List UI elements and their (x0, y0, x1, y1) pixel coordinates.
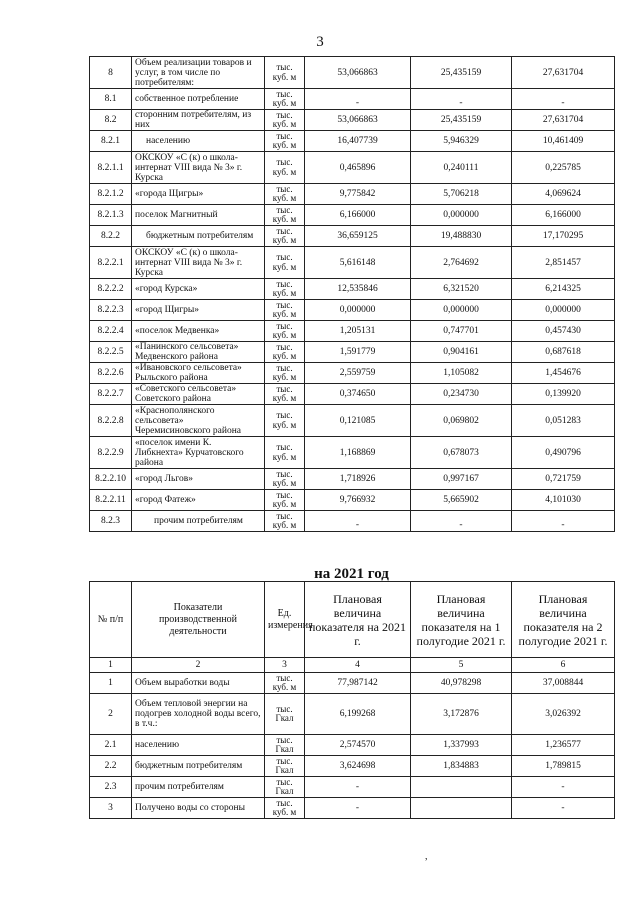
row-value-year: 16,407739 (305, 131, 411, 152)
row-unit: тыс. куб. м (265, 342, 305, 363)
row-value-year: - (305, 798, 411, 819)
row-value-h2: 1,454676 (512, 363, 615, 384)
row-indicator: прочим потребителям (132, 511, 265, 532)
row-unit: тыс. куб. м (265, 57, 305, 89)
table-row (90, 152, 615, 184)
row-value-h1: 0,678073 (411, 437, 512, 469)
row-value-h2: - (512, 511, 615, 532)
row-value-h2: 27,631704 (512, 110, 615, 131)
row-value-h1: - (411, 89, 512, 110)
row-indicator: «Краснополянского сельсовета» Черемисиновского района (132, 405, 265, 437)
table-row (90, 131, 615, 152)
table-row (90, 342, 615, 363)
row-value-h1: 0,904161 (411, 342, 512, 363)
row-number: 8.2.2.3 (90, 300, 132, 321)
row-value-h2: 6,214325 (512, 279, 615, 300)
table-row (90, 300, 615, 321)
row-unit: тыс. куб. м (265, 279, 305, 300)
row-value-year: 2,559759 (305, 363, 411, 384)
column-index: 5 (411, 658, 512, 673)
row-value-h2: 0,721759 (512, 469, 615, 490)
header-plan-h1: Плановая величина показателя на 1 полугодие 2021 г. (411, 582, 512, 658)
row-unit: тыс. куб. м (265, 673, 305, 694)
table-row (90, 247, 615, 279)
row-value-year: - (305, 777, 411, 798)
row-value-year: 5,616148 (305, 247, 411, 279)
row-value-year: 77,987142 (305, 673, 411, 694)
row-value-h2: 1,789815 (512, 756, 615, 777)
row-number: 8.2.1.3 (90, 205, 132, 226)
row-unit: тыс. куб. м (265, 300, 305, 321)
row-value-h1: 5,665902 (411, 490, 512, 511)
table-row (90, 363, 615, 384)
row-indicator: «Ивановского сельсовета» Рыльского района (132, 363, 265, 384)
table-row (90, 184, 615, 205)
row-value-year: 6,166000 (305, 205, 411, 226)
row-value-h1: 3,172876 (411, 694, 512, 735)
row-unit: тыс. куб. м (265, 110, 305, 131)
row-number: 2.1 (90, 735, 132, 756)
row-value-h1: 1,337993 (411, 735, 512, 756)
header-unit: Ед. измерения (265, 582, 305, 658)
row-indicator: Объем выработки воды (132, 673, 265, 694)
header-num: № п/п (90, 582, 132, 658)
row-value-h1: 0,000000 (411, 300, 512, 321)
row-unit: тыс. куб. м (265, 321, 305, 342)
row-number: 8.2.2.11 (90, 490, 132, 511)
table-header-row (90, 582, 615, 658)
row-value-h1 (411, 798, 512, 819)
row-unit: тыс. куб. м (265, 363, 305, 384)
table-row (90, 469, 615, 490)
row-unit: тыс. куб. м (265, 437, 305, 469)
column-index: 6 (512, 658, 615, 673)
row-indicator: Получено воды со стороны (132, 798, 265, 819)
row-value-h2: 0,687618 (512, 342, 615, 363)
row-unit: тыс. куб. м (265, 152, 305, 184)
row-indicator: «города Щигры» (132, 184, 265, 205)
column-index-row (90, 658, 615, 673)
row-number: 8.2.2.7 (90, 384, 132, 405)
row-number: 8.2.2.9 (90, 437, 132, 469)
table-row (90, 321, 615, 342)
table-row (90, 57, 615, 89)
row-unit: тыс. Гкал (265, 756, 305, 777)
row-number: 8.2.1.2 (90, 184, 132, 205)
row-indicator: населению (132, 131, 265, 152)
row-number: 8.2.3 (90, 511, 132, 532)
page-number: 3 (316, 34, 324, 50)
row-indicator: бюджетным потребителям (132, 756, 265, 777)
header-indicator: Показатели производственной деятельности (132, 582, 265, 658)
row-number: 8.2.2.10 (90, 469, 132, 490)
row-value-h2: 0,225785 (512, 152, 615, 184)
row-number: 8.2.2.8 (90, 405, 132, 437)
table-row (90, 279, 615, 300)
table-row (90, 673, 615, 694)
row-value-year: 1,205131 (305, 321, 411, 342)
row-unit: тыс. куб. м (265, 89, 305, 110)
row-indicator: «город Льгов» (132, 469, 265, 490)
row-number: 8.2.2 (90, 226, 132, 247)
table-row (90, 756, 615, 777)
header-plan-h2: Плановая величина показателя на 2 полугодие 2021 г. (512, 582, 615, 658)
row-value-year: 6,199268 (305, 694, 411, 735)
row-value-h2: - (512, 798, 615, 819)
row-value-h2: 0,139920 (512, 384, 615, 405)
row-unit: тыс. Гкал (265, 735, 305, 756)
row-unit: тыс. куб. м (265, 405, 305, 437)
row-indicator: «город Щигры» (132, 300, 265, 321)
row-value-h1: 0,747701 (411, 321, 512, 342)
row-value-year: 0,000000 (305, 300, 411, 321)
column-index: 3 (265, 658, 305, 673)
table-row (90, 798, 615, 819)
row-unit: тыс. куб. м (265, 490, 305, 511)
row-number: 8.2.2.6 (90, 363, 132, 384)
column-index: 4 (305, 658, 411, 673)
row-value-h1: 19,488830 (411, 226, 512, 247)
row-unit: тыс. куб. м (265, 469, 305, 490)
row-value-h1: 5,946329 (411, 131, 512, 152)
row-number: 1 (90, 673, 132, 694)
row-unit: тыс. Гкал (265, 694, 305, 735)
stray-mark: , (425, 851, 428, 862)
section-title: на 2021 год (314, 566, 389, 582)
row-number: 8.2.2.4 (90, 321, 132, 342)
row-value-year: 53,066863 (305, 57, 411, 89)
row-value-year: 9,775842 (305, 184, 411, 205)
row-value-h2: 0,490796 (512, 437, 615, 469)
row-value-h1: - (411, 511, 512, 532)
table-2021-plan (89, 581, 615, 819)
row-value-h2: 27,631704 (512, 57, 615, 89)
row-number: 8.2.2.5 (90, 342, 132, 363)
row-value-h1: 1,834883 (411, 756, 512, 777)
column-index: 1 (90, 658, 132, 673)
row-indicator: сторонним потребителям, из них (132, 110, 265, 131)
row-value-h1: 6,321520 (411, 279, 512, 300)
row-number: 2 (90, 694, 132, 735)
row-value-year: 0,374650 (305, 384, 411, 405)
row-number: 8 (90, 57, 132, 89)
row-value-year: 3,624698 (305, 756, 411, 777)
row-value-year: 2,574570 (305, 735, 411, 756)
row-value-h2: 1,236577 (512, 735, 615, 756)
table-row (90, 694, 615, 735)
table-row (90, 437, 615, 469)
row-value-h1: 5,706218 (411, 184, 512, 205)
row-value-h2: 37,008844 (512, 673, 615, 694)
row-value-h1: 0,997167 (411, 469, 512, 490)
row-value-h1: 0,069802 (411, 405, 512, 437)
table-row (90, 89, 615, 110)
row-indicator: «поселок Медвенка» (132, 321, 265, 342)
row-indicator: ОКСКОУ «С (к) о школа-интернат VIII вида № 3» г. Курска (132, 152, 265, 184)
row-unit: тыс. куб. м (265, 226, 305, 247)
table-row (90, 511, 615, 532)
row-value-year: 9,766932 (305, 490, 411, 511)
row-value-year: 1,168869 (305, 437, 411, 469)
row-number: 3 (90, 798, 132, 819)
row-value-h2: 10,461409 (512, 131, 615, 152)
row-value-h2: - (512, 89, 615, 110)
row-value-h2: 3,026392 (512, 694, 615, 735)
row-value-year: - (305, 511, 411, 532)
row-unit: тыс. куб. м (265, 131, 305, 152)
table-row (90, 226, 615, 247)
row-value-h1: 0,234730 (411, 384, 512, 405)
row-number: 8.2 (90, 110, 132, 131)
row-indicator: населению (132, 735, 265, 756)
row-indicator: собственное потребление (132, 89, 265, 110)
row-indicator: «поселок имени К. Либкнехта» Курчатовского района (132, 437, 265, 469)
row-unit: тыс. куб. м (265, 798, 305, 819)
row-unit: тыс. куб. м (265, 184, 305, 205)
row-value-h2: - (512, 777, 615, 798)
table-2020-consumers (89, 56, 615, 532)
row-number: 2.2 (90, 756, 132, 777)
row-indicator: ОКСКОУ «С (к) о школа-интернат VIII вида № 3» г. Курска (132, 247, 265, 279)
table-row (90, 735, 615, 756)
row-number: 8.2.2.1 (90, 247, 132, 279)
row-value-h2: 0,000000 (512, 300, 615, 321)
row-number: 8.1 (90, 89, 132, 110)
row-value-h1: 0,000000 (411, 205, 512, 226)
row-indicator: поселок Магнитный (132, 205, 265, 226)
row-indicator: «Советского сельсовета» Советского района (132, 384, 265, 405)
row-unit: тыс. Гкал (265, 777, 305, 798)
row-value-h1: 0,240111 (411, 152, 512, 184)
column-index: 2 (132, 658, 265, 673)
row-value-h2: 2,851457 (512, 247, 615, 279)
row-unit: тыс. куб. м (265, 205, 305, 226)
row-indicator: Объем реализации товаров и услуг, в том числе по потребителям: (132, 57, 265, 89)
row-value-h1: 25,435159 (411, 57, 512, 89)
row-value-h1: 40,978298 (411, 673, 512, 694)
table-row (90, 110, 615, 131)
row-value-year: 53,066863 (305, 110, 411, 131)
row-value-year: 1,718926 (305, 469, 411, 490)
row-value-h1: 25,435159 (411, 110, 512, 131)
row-value-h2: 17,170295 (512, 226, 615, 247)
row-value-year: 0,465896 (305, 152, 411, 184)
row-unit: тыс. куб. м (265, 511, 305, 532)
table-row (90, 205, 615, 226)
row-number: 8.2.2.2 (90, 279, 132, 300)
row-value-year: 12,535846 (305, 279, 411, 300)
row-indicator: прочим потребителям (132, 777, 265, 798)
table-row (90, 777, 615, 798)
table-row (90, 384, 615, 405)
row-indicator: Объем тепловой энергии на подогрев холодной воды всего, в т.ч.: (132, 694, 265, 735)
row-unit: тыс. куб. м (265, 384, 305, 405)
row-indicator: бюджетным потребителям (132, 226, 265, 247)
row-value-h2: 4,101030 (512, 490, 615, 511)
row-value-h1: 2,764692 (411, 247, 512, 279)
row-value-year: 36,659125 (305, 226, 411, 247)
header-plan-year: Плановая величина показателя на 2021 г. (305, 582, 411, 658)
row-value-h2: 6,166000 (512, 205, 615, 226)
row-number: 8.2.1 (90, 131, 132, 152)
row-value-year: - (305, 89, 411, 110)
table-row (90, 490, 615, 511)
row-number: 2.3 (90, 777, 132, 798)
row-value-h2: 0,051283 (512, 405, 615, 437)
row-indicator: «город Фатеж» (132, 490, 265, 511)
row-unit: тыс. куб. м (265, 247, 305, 279)
row-value-h1: 1,105082 (411, 363, 512, 384)
row-number: 8.2.1.1 (90, 152, 132, 184)
row-value-year: 0,121085 (305, 405, 411, 437)
row-indicator: «город Курска» (132, 279, 265, 300)
row-indicator: «Панинского сельсовета» Медвенского района (132, 342, 265, 363)
row-value-h2: 4,069624 (512, 184, 615, 205)
row-value-year: 1,591779 (305, 342, 411, 363)
table-row (90, 405, 615, 437)
row-value-h2: 0,457430 (512, 321, 615, 342)
row-value-h1 (411, 777, 512, 798)
